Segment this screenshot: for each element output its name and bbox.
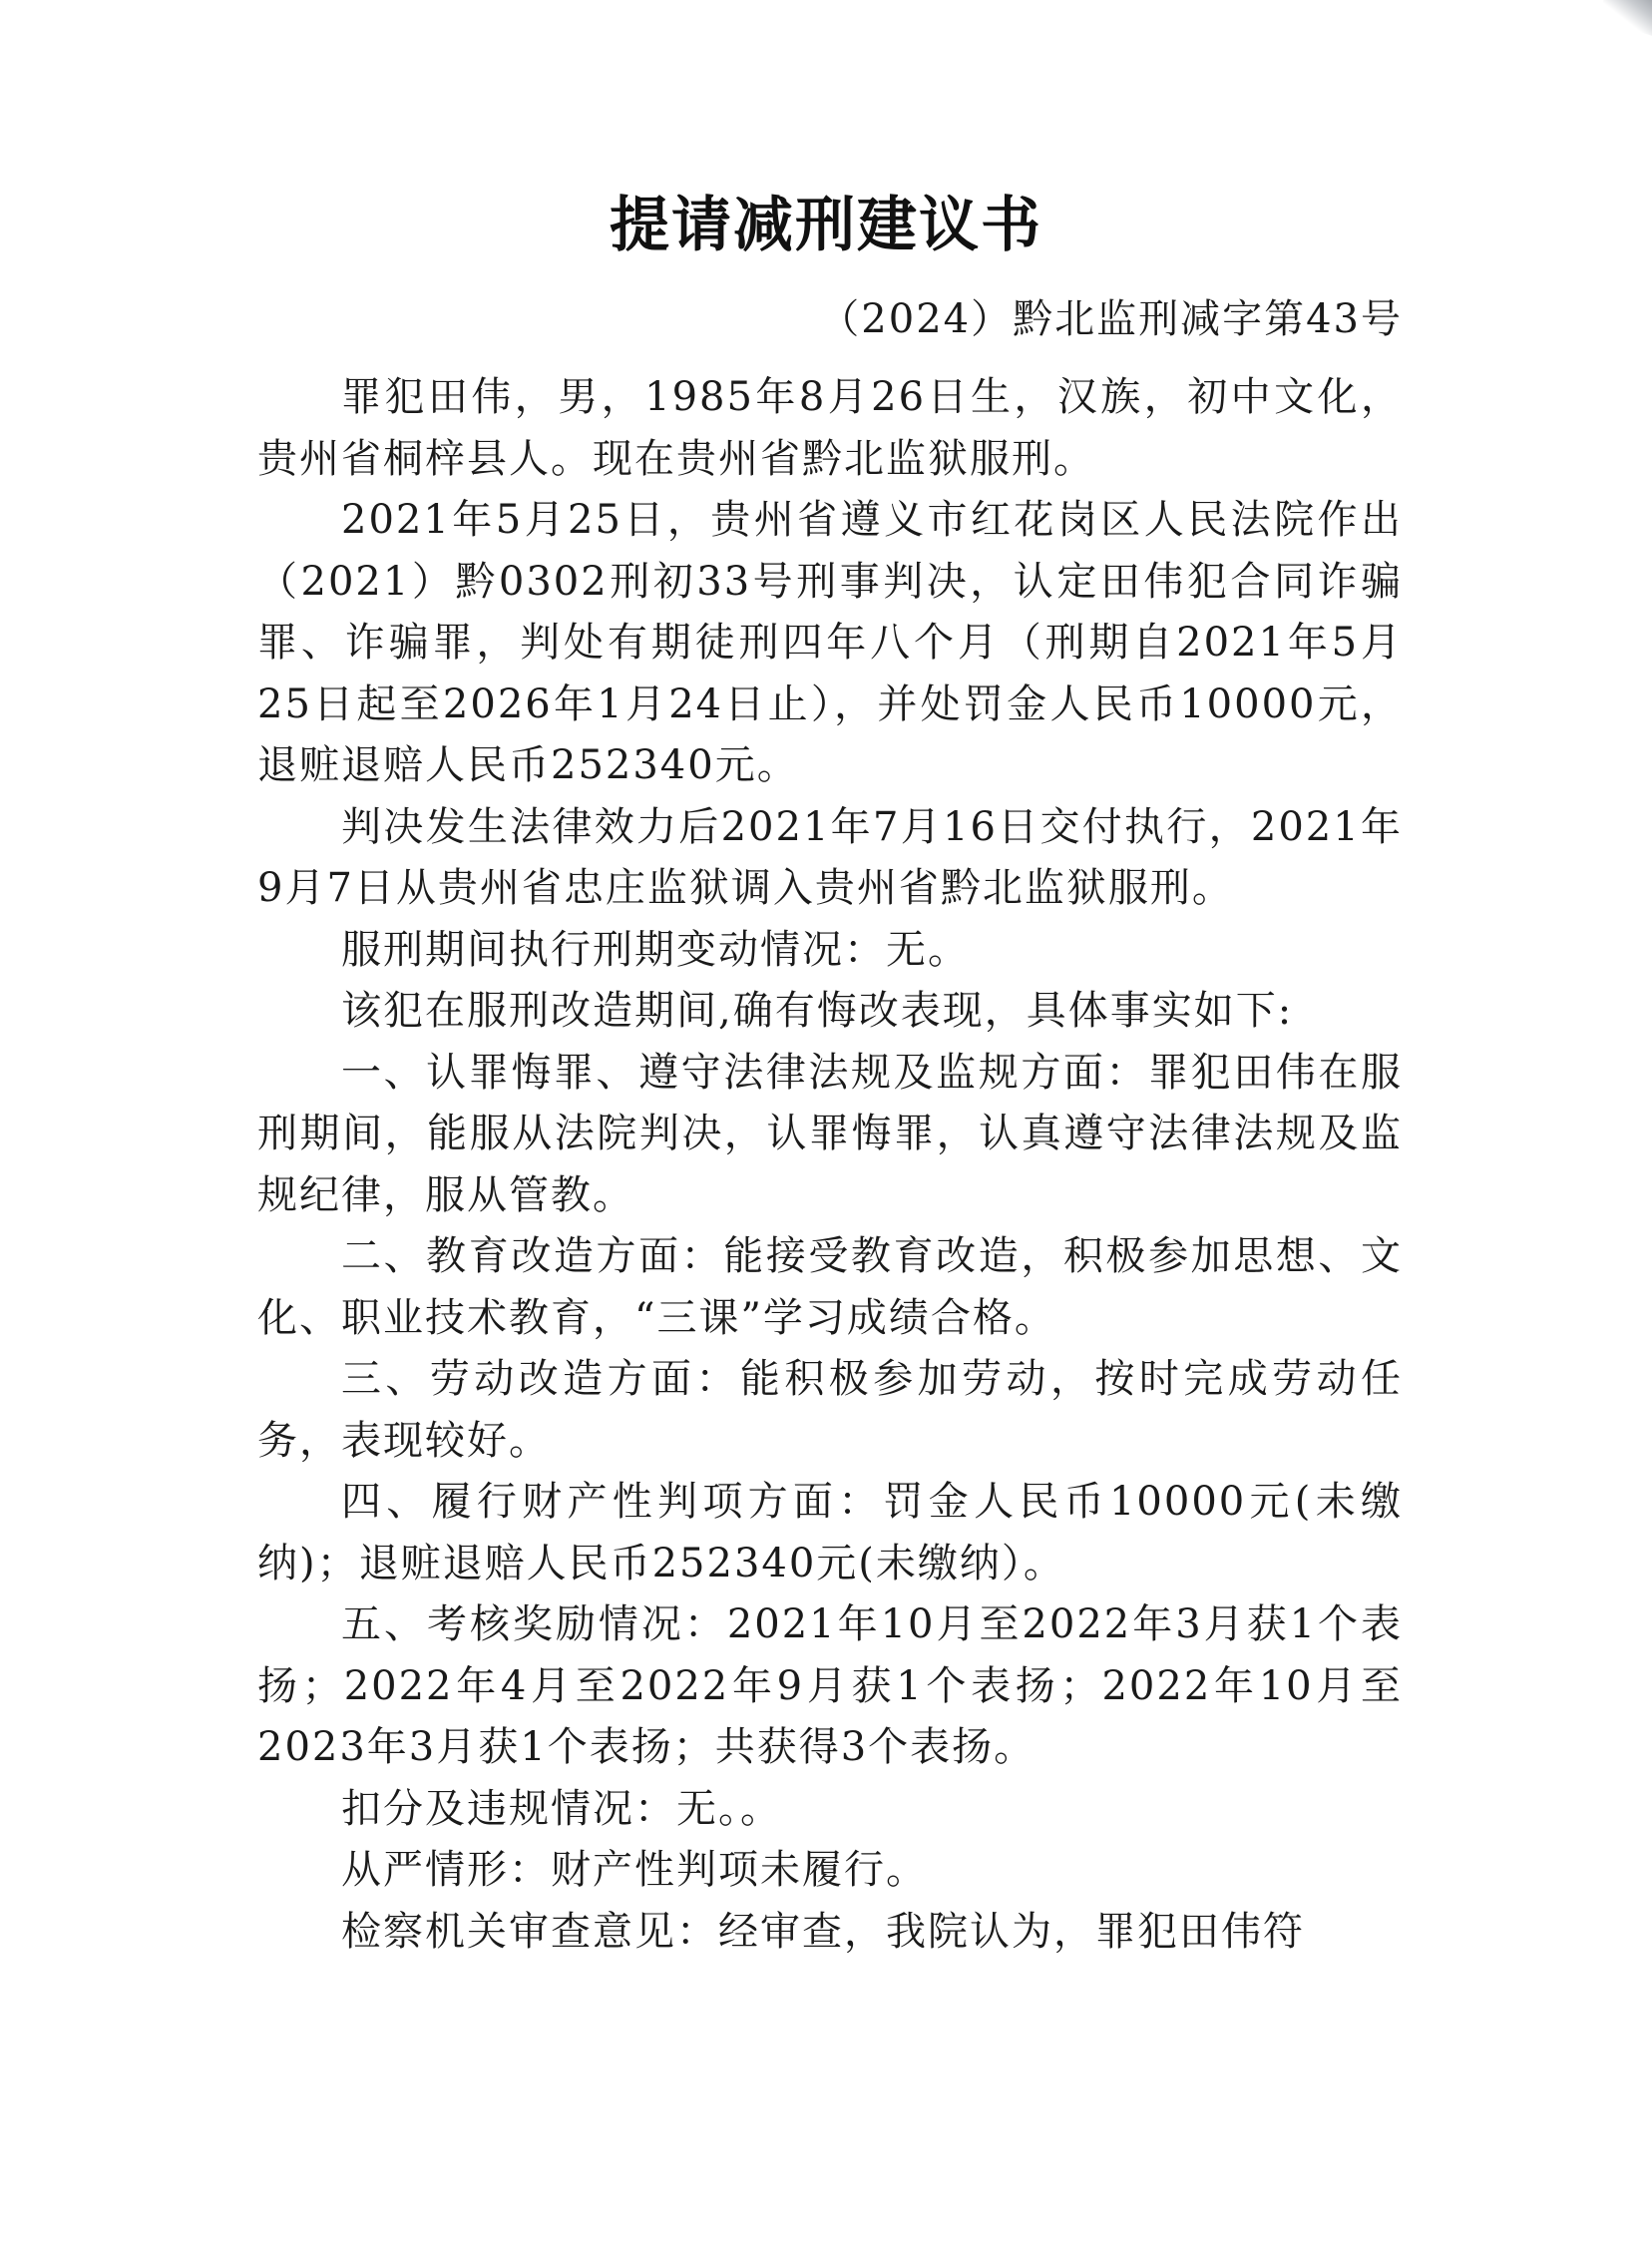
paragraph-execution: 判决发生法律效力后2021年7月16日交付执行，2021年9月7日从贵州省忠庄监狱调入贵州省黔北监狱服刑。 bbox=[257, 803, 1403, 911]
paragraph-repentance-intro: 该犯在服刑改造期间,确有悔改表现，具体事实如下: bbox=[341, 988, 1294, 1034]
paragraph-sentence-change: 服刑期间执行刑期变动情况：无。 bbox=[341, 926, 970, 973]
document-number: （2024）黔北监刑减字第43号 bbox=[819, 296, 1403, 342]
paragraph-criminal-info: 罪犯田伟，男，1985年8月26日生，汉族，初中文化，贵州省桐梓县人。现在贵州省黔北监狱服刑。 bbox=[257, 374, 1403, 482]
paragraph-judgment: 2021年5月25日，贵州省遵义市红花岗区人民法院作出（2021）黔0302刑初33号刑事判决，认定田伟犯合同诈骗罪、诈骗罪，判处有期徒刑四年八个月（刑期自2021年5月25日起至2026年1月24日止），并处罚金人民币10000元，退赃退赔人民币252340元。 bbox=[257, 497, 1403, 788]
scan-corner-shadow bbox=[1582, 0, 1652, 60]
paragraph-item-3: 三、劳动改造方面：能积极参加劳动，按时完成劳动任务，表现较好。 bbox=[257, 1356, 1403, 1464]
paragraph-item-2: 二、教育改造方面：能接受教育改造，积极参加思想、文化、职业技术教育，“三课”学习成绩合格。 bbox=[257, 1233, 1403, 1341]
paragraph-deductions: 扣分及违规情况：无。。 bbox=[341, 1785, 782, 1832]
paragraph-item-1: 一、认罪悔罪、遵守法律法规及监规方面：罪犯田伟在服刑期间，能服从法院判决，认罪悔罪，认真遵守法律法规及监规纪律，服从管教。 bbox=[257, 1049, 1403, 1218]
document-title: 提请减刑建议书 bbox=[610, 191, 1042, 260]
paragraph-item-5: 五、考核奖励情况：2021年10月至2022年3月获1个表扬；2022年4月至2022年9月获1个表扬；2022年10月至2023年3月获1个表扬；共获得3个表扬。 bbox=[257, 1601, 1403, 1770]
paragraph-item-4: 四、履行财产性判项方面：罚金人民币10000元(未缴纳)；退赃退赔人民币252340元(未缴纳）。 bbox=[257, 1479, 1403, 1586]
document-body bbox=[257, 367, 1403, 1963]
paragraph-strict-circumstances: 从严情形：财产性判项未履行。 bbox=[341, 1847, 928, 1893]
paragraph-procuratorate-opinion: 检察机关审查意见：经审查，我院认为，罪犯田伟符 bbox=[341, 1908, 1305, 1955]
